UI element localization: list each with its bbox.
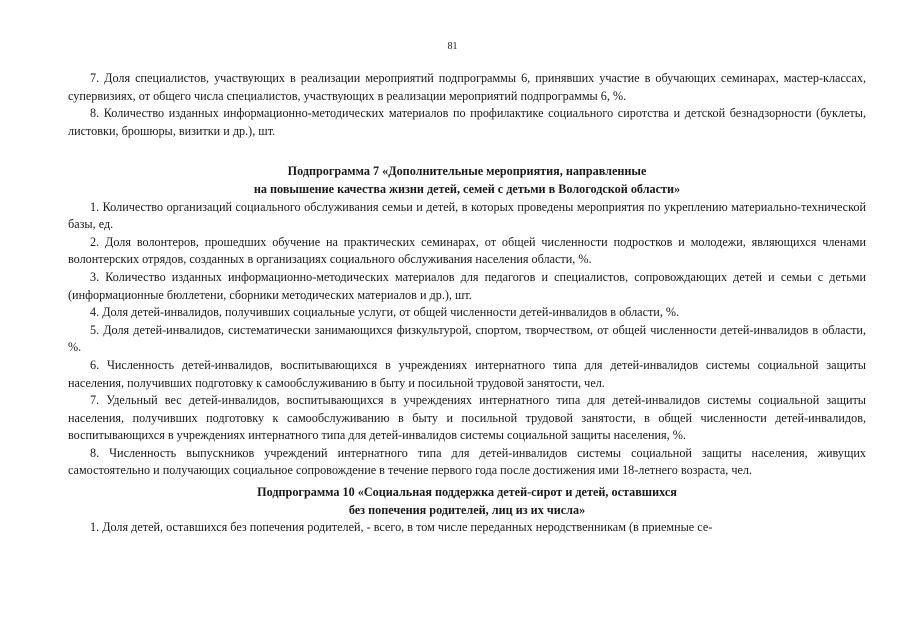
subprogram-7-item-2: 2. Доля волонтеров, прошедших обучение на практических семинарах, от общей численности подростков и молодежи, являющихся членами волонтерских отрядов, созданных в организациях социального обслуживания населения области, %. bbox=[68, 234, 866, 267]
subprogram-7-item-6: 6. Численность детей-инвалидов, воспитывающихся в учреждениях интернатного типа для детей-инвалидов системы социальной защиты населения, получивших подготовку к самообслуживанию в быту и посильной трудовой занятости, чел. bbox=[68, 357, 866, 390]
subprogram-7-heading bbox=[68, 163, 866, 198]
subprogram-10-heading-line-1: Подпрограмма 10 «Социальная поддержка детей-сирот и детей, оставшихся bbox=[257, 485, 677, 500]
subprogram-7-heading-line-2: на повышение качества жизни детей, семей с детьми в Вологодской области» bbox=[253, 181, 681, 196]
spacer bbox=[68, 140, 866, 163]
subprogram-7-item-7: 7. Удельный вес детей-инвалидов, воспитывающихся в учреждениях интернатного типа для детей-инвалидов системы социальной защиты населения, получивших подготовку к самообслуживанию в быту и посильной трудовой занятости, в общей численности детей-инвалидов, воспитывающихся в учреждениях интернатного типа для детей-инвалидов системы социальной защиты населения, %. bbox=[68, 393, 866, 443]
subprogram-10-item-1: 1. Доля детей, оставшихся без попечения родителей, - всего, в том числе переданных неродственникам (в приемные се- bbox=[90, 520, 713, 535]
intro-item-7: 7. Доля специалистов, участвующих в реализации мероприятий подпрограммы 6, принявших участие в обучающих семинарах, мастер-классах, супервизиях, от общего числа специалистов, участвующих в реализации мероприятий подпрограммы 6, %. bbox=[68, 71, 866, 103]
subprogram-7-item-3: 3. Количество изданных информационно-методических материалов для педагогов и специалистов, сопровождающих детей и семьи с детьми (информационные бюллетени, сборники методических материалов и др.), шт. bbox=[68, 269, 866, 302]
intro-item-8: 8. Количество изданных информационно-методических материалов по профилактике социального сиротства и детской безнадзорности (буклеты, листовки, брошюры, визитки и др.), шт. bbox=[68, 106, 866, 138]
subprogram-7-heading-line-1: Подпрограмма 7 «Дополнительные мероприятия, направленные bbox=[287, 164, 647, 179]
subprogram-7-item-8: 8. Численность выпускников учреждений интернатного типа для детей-инвалидов системы социальной защиты населения, живущих самостоятельно и получающих социальное сопровождение в течение первого года после достижения ими 18-летнего возраста, чел. bbox=[68, 445, 866, 478]
document-body bbox=[68, 70, 866, 537]
page-number: 81 bbox=[447, 41, 458, 52]
subprogram-7-item-1: 1. Количество организаций социального обслуживания семьи и детей, в которых проведены мероприятия по укреплению материально-технической базы, ед. bbox=[68, 199, 866, 232]
subprogram-10-heading bbox=[68, 484, 866, 519]
subprogram-7-item-4: 4. Доля детей-инвалидов, получивших социальные услуги, от общей численности детей-инвалидов в области, %. bbox=[90, 305, 680, 320]
subprogram-10-heading-line-2: без попечения родителей, лиц из их числа» bbox=[348, 502, 586, 517]
subprogram-7-item-5: 5. Доля детей-инвалидов, систематически занимающихся физкультурой, спортом, творчеством, от общей численности детей-инвалидов в области, %. bbox=[68, 322, 866, 355]
